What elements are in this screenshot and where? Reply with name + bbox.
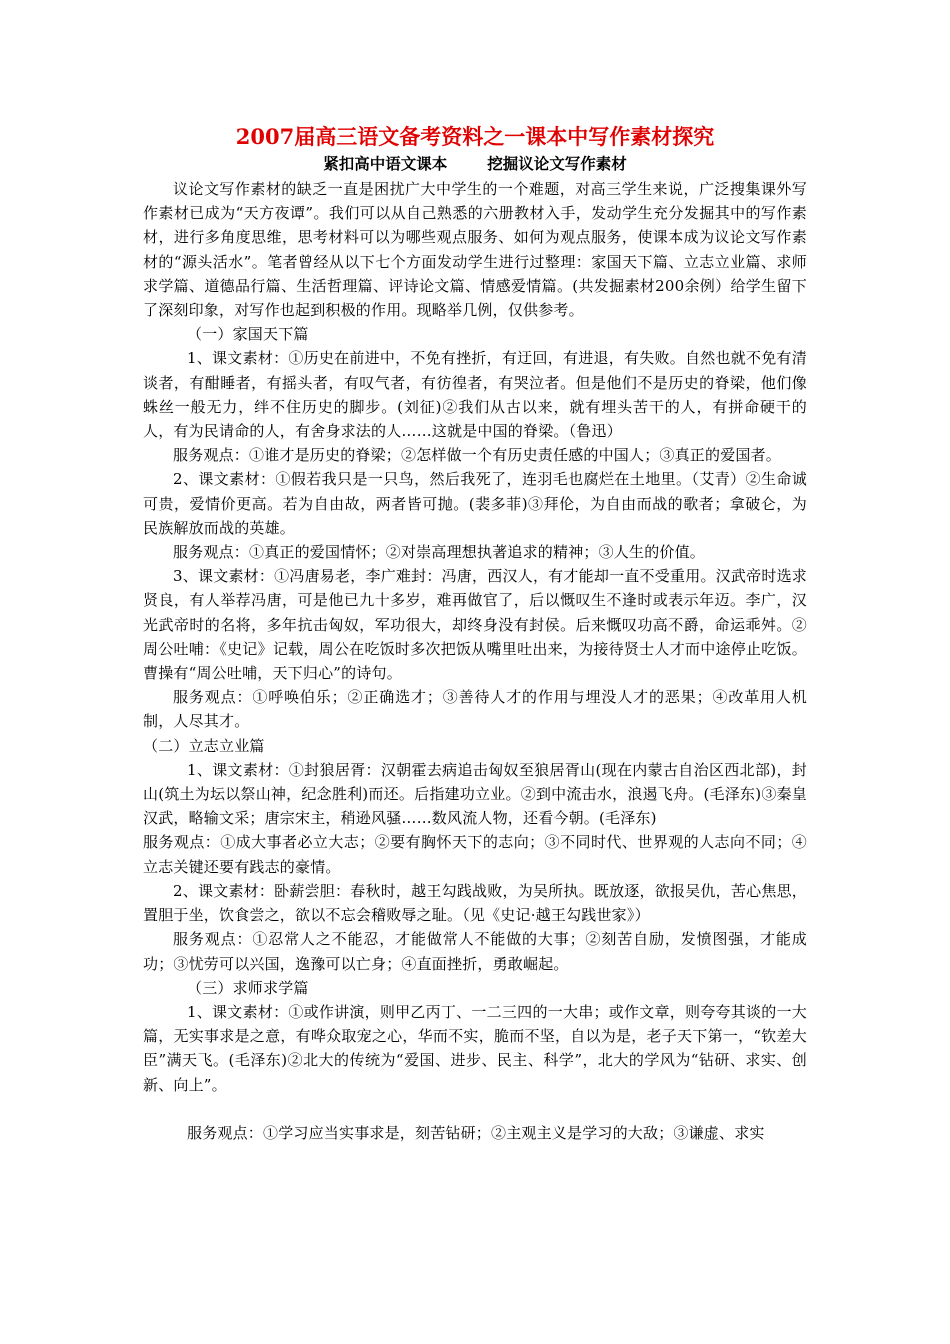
section-heading-3: （三）求师求学篇 [187,978,309,997]
subtitle-right: 挖掘议论文写作素材 [487,154,627,173]
section-3-material-1: 1、课文素材：①或作讲演，则甲乙丙丁、一二三四的一大串；或作文章，则夸夸其谈的一大篇，无实事求是之意，有哗众取宠之心，华而不实，脆而不坚，自以为是，老子天下第一，“钦差大臣”满天飞。(毛泽东)②北大的传统为“爱国、进步、民主、科学”，北大的学风为“钻研、求实、创新、向上”。 [143,1002,807,1094]
section-heading-2: （二）立志立业篇 [143,736,265,755]
section-1-material-1: 1、课文素材：①历史在前进中，不免有挫折，有迂回，有进退，有失败。自然也就不免有清谈者，有酣睡者，有摇头者，有叹气者，有彷徨者，有哭泣者。但是他们不是历史的脊梁，他们像蛛丝一般无力，绊不住历史的脚步。(刘征)②我们从古以来，就有埋头苦干的人，有拼命硬干的人，有为民请命的人，有舍身求法的人……这就是中国的脊梁。（鲁迅） [143,349,807,441]
section-heading-1: （一）家国天下篇 [187,325,309,344]
section-1-viewpoint-2: 服务观点：①真正的爱国情怀；②对崇高理想执著追求的精神；③人生的价值。 [173,543,706,562]
section-1-viewpoint-3: 服务观点：①呼唤伯乐；②正确选才；③善待人才的作用与埋没人才的恶果；④改革用人机制，人尽其才。 [143,688,807,731]
section-2-material-2: 2、课文素材：卧薪尝胆：春秋时，越王勾践战败，为吴所执。既放逐，欲报吴仇，苦心焦思，置胆于坐，饮食尝之，欲以不忘会稽败辱之耻。（见《史记·越王勾践世家》） [143,881,807,925]
subtitle-left: 紧扣高中语文课本 [323,154,448,173]
paragraph-gap [143,1097,807,1121]
section-1-material-2: 2、课文素材：①假若我只是一只鸟，然后我死了，连羽毛也腐烂在土地里。（艾青）②生命诚可贵，爱情价更高。若为自由故，两者皆可抛。(裴多菲)③拜伦，为自由而战的歌者；拿破仑，为民族解放而战的英雄。 [143,470,807,537]
document-page [143,122,807,1145]
intro-paragraph: 议论文写作素材的缺乏一直是困扰广大中学生的一个难题，对高三学生来说，广泛搜集课外写作素材已成为“天方夜谭”。我们可以从自己熟悉的六册教材入手，发动学生充分发掘其中的写作素材，进行多角度思维，思考材料可以为哪些观点服务、如何为观点服务，使课本成为议论文写作素材的“源头活水”。笔者曾经从以下七个方面发动学生进行过整理：家国天下篇、立志立业篇、求师求学篇、道德品行篇、生活哲理篇、评诗论文篇、情感爱情篇。(共发掘素材200余例）给学生留下了深刻印象，对写作也起到积极的作用。现略举几例，仅供参考。 [143,180,807,320]
section-2-material-1: 1、课文素材：①封狼居胥：汉朝霍去病追击匈奴至狼居胥山(现在内蒙古自治区西北部)，封山(筑土为坛以祭山神，纪念胜利)而还。后指建功立业。②到中流击水，浪遏飞舟。(毛泽东)③秦皇汉武，略输文采；唐宗宋主，稍逊风骚……数风流人物，还看今朝。(毛泽东) [143,760,807,828]
section-1-viewpoint-1: 服务观点：①谁才是历史的脊梁；②怎样做一个有历史责任感的中国人；③真正的爱国者。 [173,446,782,465]
section-3-viewpoint-1: 服务观点：①学习应当实事求是，刻苦钻研；②主观主义是学习的大敌；③谦虚、求实 [187,1123,765,1142]
section-1-material-3: 3、课文素材：①冯唐易老，李广难封：冯唐，西汉人，有才能却一直不受重用。汉武帝时选求贤良，有人举荐冯唐，可是他已九十多岁，难再做官了，后以慨叹生不逢时或表示年迈。李广，汉光武帝时的名将，多年抗击匈奴，军功很大，却终身没有封侯。后来慨叹功高不爵，命运乖舛。②周公吐哺：《史记》记载，周公在吃饭时多次把饭从嘴里吐出来，为接待贤士人才而中途停止吃饭。曹操有“周公吐哺，天下归心”的诗句。 [143,567,807,683]
section-2-viewpoint-2: 服务观点：①忍常人之不能忍，才能做常人不能做的大事；②刻苦自励，发愤图强，才能成功；③忧劳可以兴国，逸豫可以亡身；④直面挫折，勇敢崛起。 [143,930,807,973]
section-2-viewpoint-1: 服务观点：①成大事者必立大志；②要有胸怀天下的志向；③不同时代、世界观的人志向不同；④立志关键还要有践志的豪情。 [143,833,807,876]
document-title: 2007届高三语文备考资料之一课本中写作素材探究 [235,124,715,149]
document-subtitle [143,152,807,176]
